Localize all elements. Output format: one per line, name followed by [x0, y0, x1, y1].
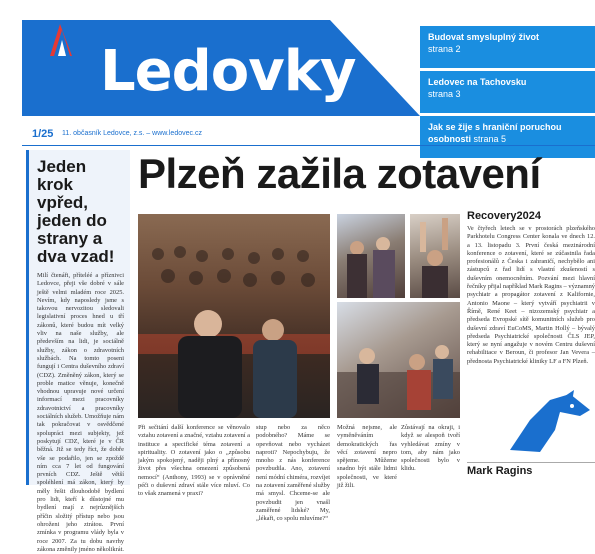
- header-rule: [22, 145, 595, 146]
- article-column-1: Při sečitání další konference se věnovalo vztahu zotavení a značné, vztahu zotavení a instituce a specifické téma zotavení a spirituality. O zotavení jako o „způsobu jakým spokojený, naději plný a přínosný život přes všechna omezení způsobená nemocí“ (Anthony, 1993) se v oprávněné péči o duševní zdraví stále více mluví. Co to však znamená v praxi?: [138, 424, 250, 498]
- group-photo: [337, 214, 405, 298]
- editorial-body: Milí čtenáři, příteléé a příznivci Ledovce, přeji vše dobré v sále ještě velmi mladém roce 2025. Nevím, kdy naposledy jsme s takovou nervozitou sledovali legislativní proces hned u tří zákonů, které budou mít velký vliv na naše služby, ale především na lidi, je sociálně služby, zákon o zdravotních službách. Na tomto poseni fungují i Centra duševního zdraví (CDZ). Změněný zákon, který se proble matice věnuje, konečně vhodnou upravuje nové určení informací mezi pracovníky zdravotnictví a pracovníky sociálních služeb. Umožňuje nám tak pokračovat v osvědčené spolupráci mezi subjekty, jež poskytují CDZ, které je v ČR běžná. Již se tedy říct, že dobře vše se podařilo, jen se zpoždě ním cca 7 let od fungování prvních CDZ. Ještě větší spoléhlení má zákon, který by měly řešit dlouhodobě bydlení pro lidi, kteří k důstojné mu bydlení mají z nejrůznějších příčin složitý přístup nebo jsou ohroženi jeho ztrátou. První zmínka v programu vlády byla v roce 2007. Za tu dobu navrhy zákona změnily jméno několikrát.: [37, 272, 124, 553]
- side-rule: [467, 462, 595, 463]
- teaser-page: strana 2: [428, 44, 461, 54]
- audience-illustration: [138, 214, 330, 418]
- editorial-heading: Jeden krok vpřed, jeden do strany a dva vzad!: [37, 157, 115, 266]
- teaser-title: Jak se žije s hraniční poruchou osobnosti: [428, 122, 562, 144]
- hands-up-illustration: [410, 214, 460, 298]
- side-body: Ve čtyřech letech se v prostorách plzeňského Parkhotelu Congress Center konala ve dnech 12. a 13. listopadu 3. První česká mezinárodní konference o zotavení, které se zúčastnila řada profesionálů z Česka i zahraničí, nechybělo ani zástupců z řad lidí s vlastní zkušeností s duševním onemocněním. Pozvání mezi hlavní řečníky přijal například Mark Ragins – významný psychiatr a propagátor zotavení z Kalifornie, Antonio Maone – který vytváří psychiatrii v Římě, René Keet – nizozemský psychiatr a předseda Evropské sítě komunitních služeb pro duševní zdraví EuCoMS, Martin Hollý – bývalý předseda Psychiatrické společnosti ČLS JEP, který se nyní angažuje v novém Centru duševní rehabilitace v Beroun, či profesor Jan Vevera – přednosta Psychiatrické kliniky LF a FN Plzeň.: [467, 225, 595, 365]
- group-illustration: [337, 214, 405, 298]
- teaser-item[interactable]: [420, 71, 595, 113]
- horse-illustration-icon: [500, 390, 595, 458]
- editorial-column: [26, 150, 130, 553]
- hands-up-photo: [410, 214, 460, 298]
- article-column-4: Zůstávají na okraji, i když se alespoň tvoří vyhledávat zmíny v tom, aby nám jako společnosti bylo v klidu.: [401, 424, 460, 473]
- teaser-title: Ledovec na Tachovsku: [428, 77, 527, 87]
- conference-room-illustration: [337, 302, 460, 418]
- newspaper-title: Ledovky: [100, 39, 356, 104]
- teaser-page: strana 5: [473, 134, 507, 144]
- article-column-2: stup nebo za něco podobného? Máme se opevňovat nebo vycházet naproti? Nepochybuju, že mnoho z nás konference povzbudila. Ano, zotavení není módní chiméra, rozvíjet na zotavení zaměřené služby má smysl. Chceme-se ale povzbudit jen vnašl zaměřené lidské? My, „lékaři, co spolu mluvíme?“: [256, 424, 330, 523]
- ledovec-logo-icon: [48, 22, 74, 68]
- issue-number: 1/25: [32, 128, 54, 140]
- audience-photo: [138, 214, 330, 418]
- teaser-item[interactable]: [420, 26, 595, 68]
- teaser-title: Budovat smysluplný život: [428, 32, 540, 42]
- info-bar: [22, 126, 595, 142]
- article-column-3: Možná nejsme, ale vyměněváním demokratických řas věcí zotavení nepro spějeme. Můžeme snadno být stále lidmi společnosti, ve které již žili.: [337, 424, 397, 490]
- publisher-line: 11. občasník Ledovce, z.s. – www.ledovec.cz: [62, 130, 202, 137]
- teaser-page: strana 3: [428, 89, 461, 99]
- side-heading: Recovery2024: [467, 210, 542, 222]
- conference-room-photo: [337, 302, 460, 418]
- side-heading-2: Mark Ragins: [467, 465, 533, 477]
- main-headline: Plzeň zažila zotavení: [138, 150, 541, 197]
